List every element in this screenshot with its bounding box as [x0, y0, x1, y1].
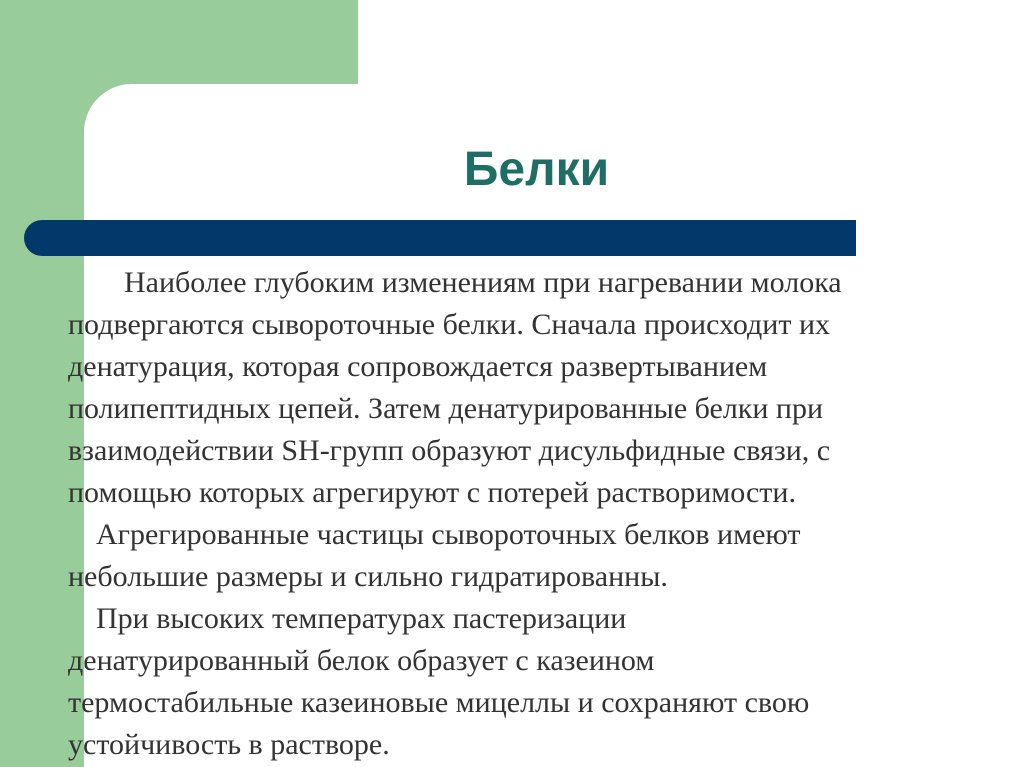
paragraph-line: взаимодействии SH-групп образуют дисульфидные связи, с: [68, 434, 831, 467]
paragraph-line: термостабильные казеиновые мицеллы и сохраняют свою: [68, 686, 810, 719]
paragraph-line: устойчивость в растворе.: [68, 728, 390, 761]
paragraph-line: подвергаются сывороточные белки. Сначала происходит их: [68, 308, 830, 341]
title-divider-bar: [24, 220, 856, 256]
paragraph-line: помощью которых агрегируют с потерей растворимости.: [68, 476, 796, 509]
paragraph-line: денатурированный белок образует с казеином: [68, 644, 655, 677]
paragraph-line: небольшие размеры и сильно гидратированны.: [68, 560, 668, 593]
paragraph-3: [68, 598, 1020, 766]
paragraph-1: [68, 262, 1020, 514]
paragraph-line: Агрегированные частицы сывороточных белков имеют: [96, 518, 801, 551]
paragraph-line: денатурация, которая сопровождается развертыванием: [68, 350, 768, 383]
slide-body: [68, 262, 1020, 766]
paragraph-line: При высоких температурах пастеризации: [96, 602, 627, 635]
paragraph-2: [68, 514, 1020, 598]
paragraph-line: полипептидных цепей. Затем денатурированные белки при: [68, 392, 824, 425]
slide-title: Белки: [463, 143, 610, 196]
paragraph-line: Наиболее глубоким изменениям при нагревании молока: [124, 266, 842, 299]
